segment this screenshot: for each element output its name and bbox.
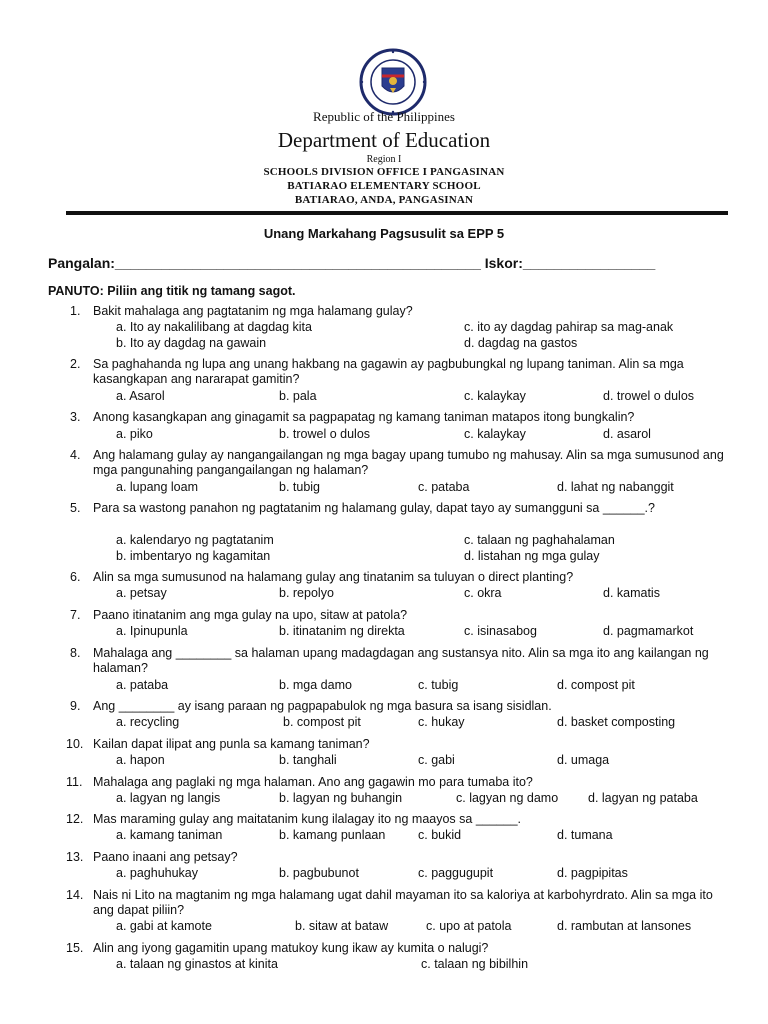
division-line: SCHOOLS DIVISION OFFICE I PANGASINAN [263,166,505,178]
region-line: Region I [366,154,402,165]
answer-option[interactable]: b. mga damo [279,678,352,692]
question-number: 8. [70,646,81,660]
answer-option[interactable]: b. imbentaryo ng kagamitan [116,549,271,563]
deped-seal-icon [354,48,432,116]
answer-option[interactable]: c. upo at patola [426,919,512,933]
answer-option[interactable]: b. lagyan ng buhangin [279,791,403,805]
answer-option[interactable]: b. Ito ay dagdag na gawain [116,336,267,350]
answer-option[interactable]: d. basket composting [557,715,676,729]
answer-option[interactable]: c. talaan ng paghahalaman [464,533,615,547]
answer-option[interactable]: a. talaan ng ginastos at kinita [116,957,278,971]
question-text: Ang halamang gulay ay nangangailangan ng mga bagay upang tumubo ng mahusay. Alin sa mga sumusunod ang mga pangunahing pangangailangan ng halaman? [93,448,724,477]
answer-option[interactable]: c. isinasabog [464,624,537,638]
question-text: Alin ang iyong gagamitin upang matukoy kung ikaw ay kumita o nalugi? [93,941,489,955]
name-blank[interactable]: _______________________________________________ [114,255,481,271]
exam-title: Unang Markahang Pagsusulit sa EPP 5 [263,226,505,241]
answer-option[interactable]: c. hukay [418,715,465,729]
answer-option[interactable]: a. kalendaryo ng pagtatanim [116,533,274,547]
answer-option[interactable]: d. listahan ng mga gulay [464,549,600,563]
answer-option[interactable]: d. rambutan at lansones [557,919,692,933]
answer-option[interactable]: b. pala [279,389,317,403]
answer-option[interactable]: c. talaan ng bibilhin [421,957,529,971]
department-title: Department of Education [277,128,491,152]
name-label: Pangalan: [48,255,115,271]
answer-option[interactable]: a. recycling [116,715,180,729]
header-divider [66,211,728,215]
question-text: Mas maraming gulay ang maitatanim kung ilalagay ito ng maayos sa ______. [93,812,522,826]
answer-option[interactable]: a. lupang loam [116,480,199,494]
question-number: 2. [70,357,81,371]
answer-option[interactable]: d. pagmamarkot [603,624,694,638]
answer-option[interactable]: a. hapon [116,753,165,767]
question-text: Para sa wastong panahon ng pagtatanim ng halamang gulay, dapat tayo ay sumangguni sa ______.? [93,501,655,515]
answer-option[interactable]: d. lahat ng nabanggit [557,480,674,494]
answer-option[interactable]: d. compost pit [557,678,635,692]
question-number: 13. [66,850,84,864]
answer-option[interactable]: b. pagbubunot [279,866,359,880]
question-number: 14. [66,888,84,902]
answer-option[interactable]: b. sitaw at bataw [295,919,389,933]
answer-option[interactable]: d. trowel o dulos [603,389,695,403]
question-number: 3. [70,410,81,424]
question-text: Paano inaani ang petsay? [93,850,238,864]
answer-option[interactable]: c. lagyan ng damo [456,791,559,805]
name-score-line [48,255,655,271]
question-number: 6. [70,570,81,584]
answer-option[interactable]: c. ito ay dagdag pahirap sa mag-anak [464,320,674,334]
question-number: 11. [66,775,83,789]
answer-option[interactable]: d. kamatis [603,586,660,600]
answer-option[interactable]: c. paggugupit [418,866,494,880]
answer-option[interactable]: a. Asarol [116,389,165,403]
answer-option[interactable]: c. gabi [418,753,455,767]
score-blank[interactable]: _________________ [522,255,656,271]
directions-text: Piliin ang titik ng tamang sagot. [107,284,296,298]
question-text: Paano itinatanim ang mga gulay na upo, sitaw at patola? [93,608,408,622]
answer-option[interactable]: b. repolyo [279,586,334,600]
school-name: BATIARAO ELEMENTARY SCHOOL [287,180,481,192]
question-text: Mahalaga ang ________ sa halaman upang madagdagan ang sustansya nito. Alin sa mga ito ang kailangan ng halaman? [93,646,709,675]
directions [48,284,296,298]
question-text: Nais ni Lito na magtanim ng mga halamang ugat dahil mayaman ito sa kaloriya at karbohyrdrato. Alin sa mga ito ang dapat piliin? [93,888,713,917]
answer-option[interactable]: a. pataba [116,678,169,692]
answer-option[interactable]: a. lagyan ng langis [116,791,221,805]
answer-option[interactable]: b. tanghali [279,753,337,767]
answer-option[interactable]: d. pagpipitas [557,866,628,880]
question-text: Anong kasangkapan ang ginagamit sa pagpapatag ng kamang taniman matapos itong bungkalin? [93,410,635,424]
answer-option[interactable]: a. Ipinupunla [116,624,188,638]
school-address: BATIARAO, ANDA, PANGASINAN [294,194,474,206]
directions-label: PANUTO: [48,284,104,298]
answer-option[interactable]: c. kalaykay [464,389,526,403]
answer-option[interactable]: b. itinatanim ng direkta [279,624,405,638]
question-text: Sa paghahanda ng lupa ang unang hakbang na gagawin ay pagbubungkal ng lupang taniman. Alin sa mga kasangkapan ang nararapat gamitin? [93,357,684,386]
question-number: 5. [70,501,81,515]
question-text: Bakit mahalaga ang pagtatanim ng mga halamang gulay? [93,304,413,318]
answer-option[interactable]: c. okra [464,586,502,600]
answer-option[interactable]: b. tubig [279,480,321,494]
question-text: Ang ________ ay isang paraan ng pagpapabulok ng mga basura sa isang sisidlan. [93,699,552,713]
answer-option[interactable]: b. trowel o dulos [279,427,371,441]
question-number: 9. [70,699,81,713]
question-number: 10. [66,737,84,751]
question-text: Alin sa mga sumusunod na halamang gulay ang tinatanim sa tuluyan o direct planting? [93,570,574,584]
answer-option[interactable]: a. piko [116,427,153,441]
answer-option[interactable]: d. umaga [557,753,610,767]
answer-option[interactable]: a. gabi at kamote [116,919,212,933]
answer-option[interactable]: d. tumana [557,828,613,842]
question-number: 7. [70,608,81,622]
answer-option[interactable]: b. compost pit [283,715,361,729]
answer-option[interactable]: b. kamang punlaan [279,828,386,842]
answer-option[interactable]: d. asarol [603,427,651,441]
answer-option[interactable]: a. Ito ay nakalilibang at dagdag kita [116,320,312,334]
question-number: 15. [66,941,84,955]
question-text: Mahalaga ang paglaki ng mga halaman. Ano ang gagawin mo para tumaba ito? [93,775,533,789]
score-label: Iskor: [484,255,523,271]
question-text: Kailan dapat ilipat ang punla sa kamang taniman? [93,737,370,751]
answer-option[interactable]: a. petsay [116,586,167,600]
answer-option[interactable]: d. dagdag na gastos [464,336,578,350]
answer-option[interactable]: c. kalaykay [464,427,526,441]
answer-option[interactable]: c. pataba [418,480,470,494]
republic-line: Republic of the Philippines [313,109,455,124]
answer-option[interactable]: c. tubig [418,678,459,692]
answer-option[interactable]: c. bukid [418,828,462,842]
answer-option[interactable]: a. kamang taniman [116,828,223,842]
question-number: 12. [66,812,84,826]
answer-option[interactable]: a. paghuhukay [116,866,199,880]
question-number: 1. [70,304,81,318]
answer-option[interactable]: d. lagyan ng pataba [588,791,698,805]
question-number: 4. [70,448,81,462]
